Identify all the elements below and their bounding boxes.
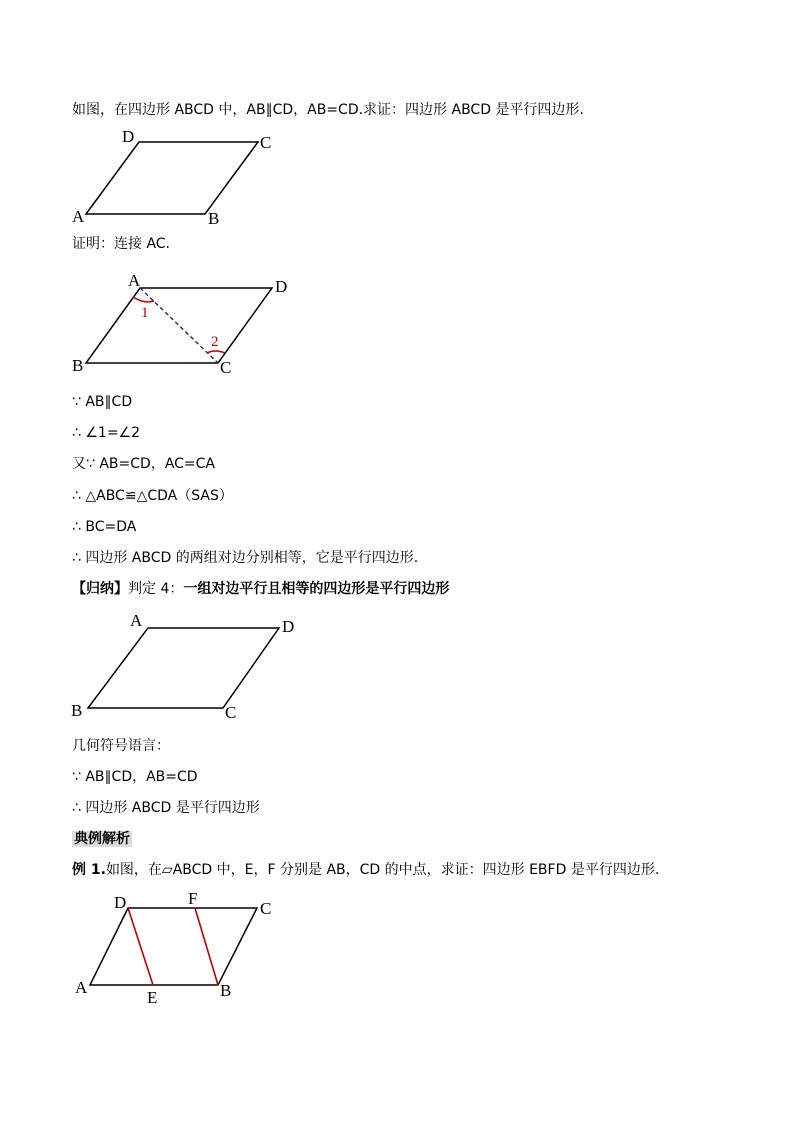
- symbolic-given: ∵ AB∥CD，AB=CD: [72, 769, 198, 785]
- diagonal-ac: [140, 288, 218, 363]
- fig2-label-angle2: 2: [211, 334, 219, 350]
- section-heading-text: 典例解析: [74, 831, 130, 847]
- example-1: [72, 860, 659, 880]
- summary-rule: 一组对边平行且相等的四边形是平行四边形: [183, 581, 450, 597]
- figure-parallelogram-abcd: [60, 120, 290, 230]
- symbolic-title: 几何符号语言：: [72, 738, 170, 754]
- proof-step-6: ∴ 四边形 ABCD 的两组对边分别相等，它是平行四边形.: [72, 550, 419, 566]
- fig3-label-a: A: [130, 611, 143, 630]
- fig4-label-f: F: [188, 889, 198, 908]
- parallelogram-3: [88, 628, 279, 708]
- fig4-label-d: D: [114, 893, 127, 912]
- segment-fb: [195, 908, 218, 985]
- fig1-label-d: D: [122, 127, 135, 146]
- proof-step-2: ∴ ∠1=∠2: [72, 425, 141, 441]
- example-1-text: 如图，在▱ABCD 中，E，F 分别是 AB，CD 的中点，求证：四边形 EBFD 是平行四边形.: [105, 862, 660, 878]
- summary-line: [72, 579, 449, 599]
- parallelogram-1: [86, 142, 258, 214]
- parallelogram-2: [86, 288, 272, 363]
- summary-tag: 【归纳】: [72, 581, 128, 597]
- fig3-label-b: B: [71, 701, 83, 720]
- symbolic-conclusion: ∴ 四边形 ABCD 是平行四边形: [72, 800, 260, 816]
- fig2-label-a: A: [128, 271, 141, 290]
- fig4-label-a: A: [75, 978, 88, 997]
- fig2-label-angle1: 1: [141, 305, 149, 321]
- proof-step-4: ∴ △ABC≌△CDA（SAS）: [72, 488, 233, 504]
- fig4-label-e: E: [147, 988, 158, 1007]
- fig4-label-b: B: [220, 981, 232, 1000]
- figure-proof-diagonal: [70, 266, 310, 381]
- fig1-label-b: B: [208, 209, 220, 228]
- fig2-label-c: C: [220, 358, 232, 377]
- example-1-label: 例 1.: [72, 862, 106, 878]
- figure-example-ebfd: [70, 888, 290, 1008]
- fig2-label-d: D: [275, 277, 288, 296]
- proof-intro: 证明：连接 AC.: [72, 236, 171, 252]
- problem-statement: 如图，在四边形 ABCD 中，AB∥CD，AB=CD.求证：四边形 ABCD 是平行四边形.: [72, 102, 584, 118]
- proof-step-5: ∴ BC=DA: [72, 519, 137, 535]
- segment-de: [128, 908, 153, 985]
- proof-step-1: ∵ AB∥CD: [72, 394, 133, 410]
- fig3-label-d: D: [282, 617, 295, 636]
- fig1-label-c: C: [260, 133, 272, 152]
- summary-prefix: 判定 4：: [128, 581, 184, 597]
- section-heading: [72, 829, 132, 849]
- fig1-label-a: A: [72, 207, 85, 226]
- fig2-label-b: B: [72, 356, 84, 375]
- parallelogram-4: [90, 908, 257, 985]
- figure-summary-parallelogram: [68, 608, 308, 723]
- proof-step-3: 又∵ AB=CD，AC=CA: [72, 456, 216, 472]
- fig4-label-c: C: [260, 899, 272, 918]
- fig3-label-c: C: [225, 703, 237, 722]
- angle-2-arc: [207, 351, 225, 353]
